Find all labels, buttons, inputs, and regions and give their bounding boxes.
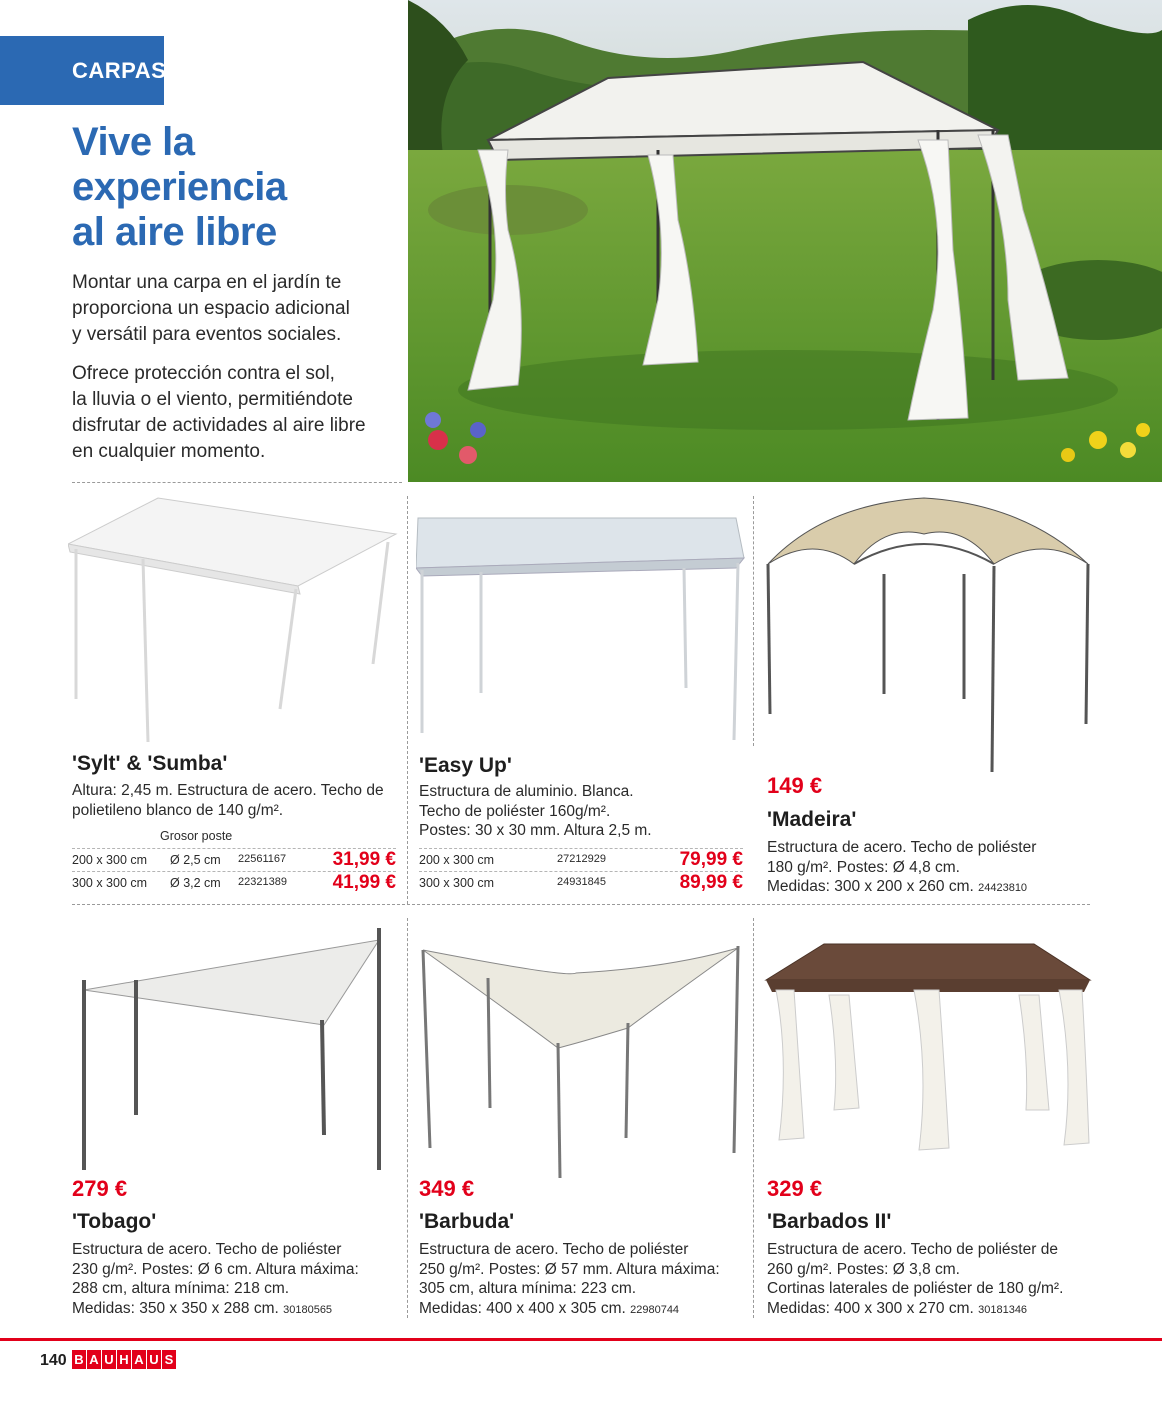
intro-line: y versátil para eventos sociales.: [72, 324, 342, 345]
product-ref: 30181346: [978, 1303, 1028, 1316]
section-tag: CARPAS: [0, 36, 164, 105]
divider: [72, 904, 1090, 905]
intro-line: Montar una carpa en el jardín te: [72, 272, 342, 293]
product-ref: 22980744: [630, 1303, 680, 1316]
desc-line: Estructura de acero. Techo de poliéster: [767, 839, 1037, 856]
divider: [407, 918, 408, 1318]
desc-line: 250 g/m². Postes: Ø 57 mm. Altura máxima:: [419, 1260, 720, 1278]
row-ref: 27212929: [557, 853, 606, 865]
price-barbados: 329 €: [767, 1176, 823, 1201]
sylt-gazebo-image: [68, 494, 398, 744]
table-header-post: Grosor poste: [160, 829, 233, 843]
desc-line: [419, 1299, 720, 1321]
desc-line: Estructura de aluminio. Blanca.: [419, 783, 634, 800]
headline-line: al aire libre: [72, 210, 277, 254]
product-title-tobago: 'Tobago': [72, 1210, 157, 1233]
desc-line: 180 g/m². Postes: Ø 4,8 cm.: [767, 858, 960, 876]
desc-line: Altura: 2,45 m. Estructura de acero. Techo de: [72, 782, 384, 799]
product-desc-madeira: [767, 838, 1036, 899]
product-title-barbados: 'Barbados II': [767, 1210, 892, 1233]
price-tobago: 279 €: [72, 1176, 128, 1201]
desc-text: Medidas: 400 x 300 x 270 cm.: [767, 1299, 974, 1317]
logo-letter: A: [132, 1350, 146, 1369]
logo-letter: A: [87, 1350, 101, 1369]
intro-line: Ofrece protección contra el sol,: [72, 363, 335, 384]
intro-line: la lluvia o el viento, permitiéndote: [72, 389, 353, 410]
desc-line: [767, 1299, 1063, 1321]
intro-paragraph-1: [72, 270, 402, 348]
product-ref: 30180565: [283, 1303, 333, 1316]
row-post: Ø 2,5 cm: [170, 853, 221, 867]
page-headline: [72, 120, 402, 255]
page-number: 140: [40, 1352, 67, 1369]
row-size: 300 x 300 cm: [72, 876, 148, 890]
table-row: [419, 872, 743, 895]
desc-line: Cortinas laterales de poliéster de 180 g/m².: [767, 1280, 1064, 1297]
price-table-sylt: [72, 848, 396, 895]
desc-line: [72, 1299, 359, 1321]
headline-line: Vive la: [72, 120, 195, 164]
logo-letter: U: [147, 1350, 161, 1369]
footer-rule: [0, 1338, 1162, 1341]
barbados-gazebo-image: [764, 940, 1092, 1156]
intro-line: proporciona un espacio adicional: [72, 298, 350, 319]
easyup-gazebo-image: [416, 508, 746, 748]
desc-line: 288 cm, altura mínima: 218 cm.: [72, 1280, 290, 1297]
product-title-barbuda: 'Barbuda': [419, 1210, 515, 1233]
row-size: 300 x 300 cm: [419, 876, 495, 890]
logo-letter: S: [162, 1350, 176, 1369]
desc-line: 230 g/m². Postes: Ø 6 cm. Altura máxima:: [72, 1260, 359, 1278]
product-ref: 24423810: [978, 882, 1028, 894]
logo-letter: U: [102, 1350, 116, 1369]
row-post: Ø 3,2 cm: [170, 876, 221, 890]
headline-line: experiencia: [72, 165, 287, 209]
row-ref: 22321389: [238, 876, 287, 888]
divider: [753, 496, 754, 746]
row-price: 31,99 €: [332, 849, 396, 870]
divider: [407, 496, 408, 904]
tobago-shade-sail-image: [74, 920, 394, 1174]
desc-line: 305 cm, altura mínima: 223 cm.: [419, 1280, 637, 1297]
product-desc-barbuda: [419, 1240, 720, 1320]
desc-line: Postes: 30 x 30 mm. Altura 2,5 m.: [419, 822, 652, 839]
product-title-easyup: 'Easy Up': [419, 754, 512, 777]
intro-paragraph-2: [72, 361, 402, 465]
intro-line: en cualquier momento.: [72, 441, 266, 462]
product-title-sylt: 'Sylt' & 'Sumba': [72, 752, 228, 775]
divider: [72, 482, 402, 483]
barbuda-shade-sail-image: [418, 938, 744, 1182]
desc-line: Estructura de acero. Techo de poliéster: [419, 1241, 689, 1258]
hero-gazebo-illustration: [408, 0, 1162, 482]
desc-text: Medidas: 350 x 350 x 288 cm.: [72, 1299, 279, 1317]
product-desc-tobago: [72, 1240, 359, 1320]
logo-letter: B: [72, 1350, 86, 1369]
desc-text: Medidas: 400 x 400 x 305 cm.: [419, 1299, 626, 1317]
intro-line: disfrutar de actividades al aire libre: [72, 415, 366, 436]
row-size: 200 x 300 cm: [419, 853, 495, 867]
product-desc-sylt: [72, 781, 384, 820]
madeira-gazebo-image: [764, 494, 1094, 776]
row-price: 79,99 €: [679, 849, 743, 870]
bauhaus-logo: [72, 1350, 176, 1369]
desc-line: [767, 877, 1036, 899]
row-price: 41,99 €: [332, 872, 396, 893]
row-price: 89,99 €: [679, 872, 743, 893]
desc-text: Medidas: 300 x 200 x 260 cm.: [767, 878, 974, 895]
desc-line: polietileno blanco de 140 g/m².: [72, 801, 284, 819]
row-size: 200 x 300 cm: [72, 853, 148, 867]
product-desc-easyup: [419, 782, 652, 841]
row-ref: 22561167: [238, 853, 287, 865]
desc-line: Techo de poliéster 160g/m².: [419, 802, 611, 820]
price-madeira: 149 €: [767, 773, 823, 798]
logo-letter: H: [117, 1350, 131, 1369]
table-row: [72, 849, 396, 872]
product-title-madeira: 'Madeira': [767, 808, 857, 831]
price-table-easyup: [419, 848, 743, 895]
table-row: [72, 872, 396, 895]
row-ref: 24931845: [557, 876, 606, 888]
hero-photo: [408, 0, 1162, 482]
desc-line: Estructura de acero. Techo de poliéster: [72, 1241, 342, 1258]
desc-line: Estructura de acero. Techo de poliéster de: [767, 1241, 1058, 1258]
price-barbuda: 349 €: [419, 1176, 475, 1201]
product-desc-barbados: [767, 1240, 1063, 1320]
table-row: [419, 849, 743, 872]
desc-line: 260 g/m². Postes: Ø 3,8 cm.: [767, 1260, 960, 1278]
divider: [753, 918, 754, 1318]
